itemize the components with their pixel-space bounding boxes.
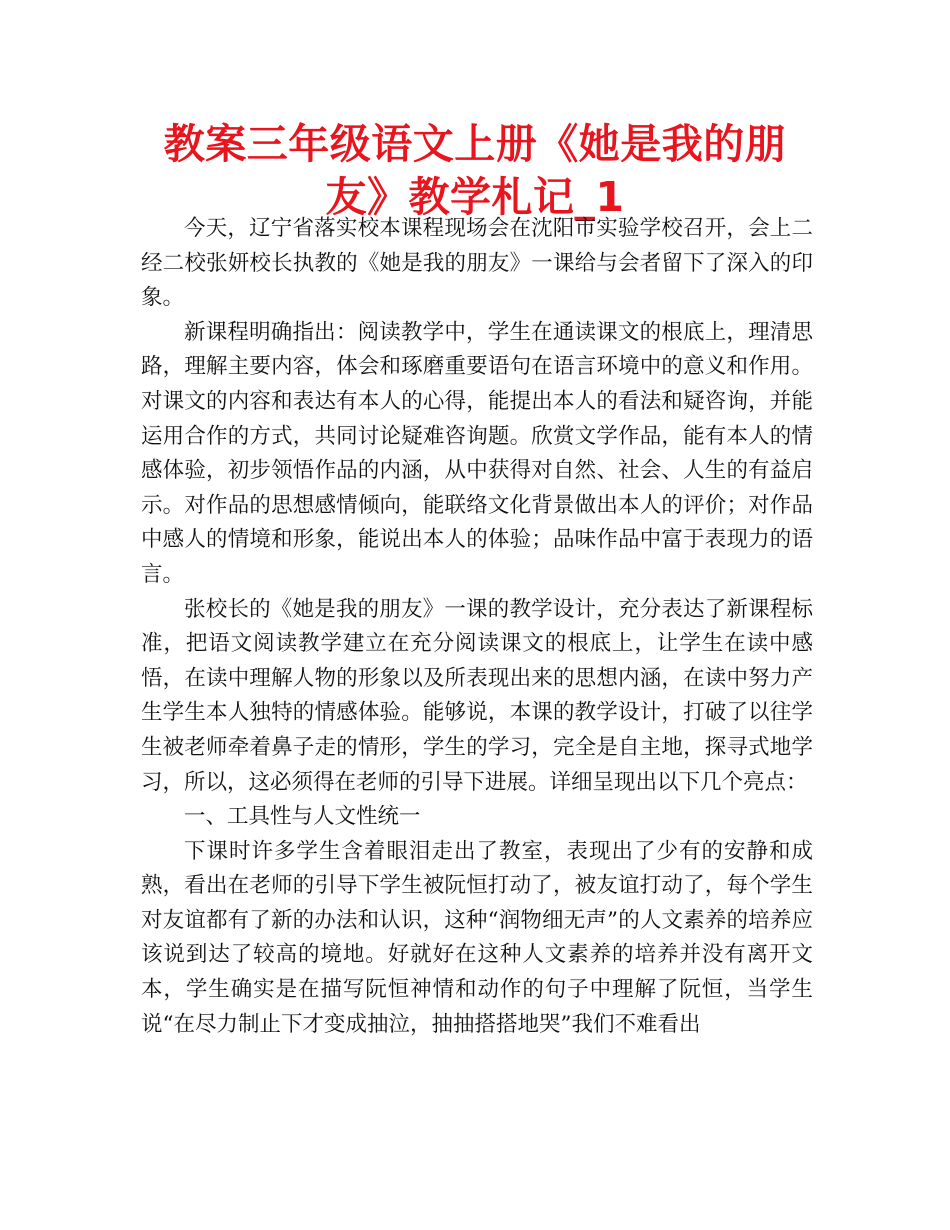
document-title: 教案三年级语文上册《她是我的朋友》教学札记_1 bbox=[163, 120, 787, 221]
document-body bbox=[141, 212, 813, 1042]
paragraph: 下课时许多学生含着眼泪走出了教室，表现出了少有的安静和成熟，看出在老师的引导下学生被阮恒打动了，被友谊打动了，每个学生对友谊都有了新的办法和认识，这种“润物细无声”的人文素养的培养应该说到达了较高的境地。好就好在这种人文素养的培养并没有离开文本，学生确实是在描写阮恒神情和动作的句子中理解了阮恒，当学生说“在尽力制止下才变成抽泣，抽抽搭搭地哭”我们不难看出 bbox=[141, 838, 813, 1037]
paragraph: 今天，辽宁省落实校本课程现场会在沈阳市实验学校召开，会上二经二校张妍校长执教的《她是我的朋友》一课给与会者留下了深入的印象。 bbox=[141, 216, 813, 311]
paragraph: 新课程明确指出：阅读教学中，学生在通读课文的根底上，理清思路，理解主要内容，体会和琢磨重要语句在语言环境中的意义和作用。对课文的内容和表达有本人的心得，能提出本人的看法和疑咨询，并能运用合作的方式，共同讨论疑难咨询题。欣赏文学作品，能有本人的情感体验，初步领悟作品的内涵，从中获得对自然、社会、人生的有益启示。对作品的思想感情倾向，能联络文化背景做出本人的评价；对作品中感人的情境和形象，能说出本人的体验；品味作品中富于表现力的语言。 bbox=[141, 319, 813, 587]
section-heading: 一、工具性与人文性统一 bbox=[184, 804, 421, 830]
paragraph: 张校长的《她是我的朋友》一课的教学设计，充分表达了新课程标准，把语文阅读教学建立在充分阅读课文的根底上，让学生在读中感悟，在读中理解人物的形象以及所表现出来的思想内涵，在读中努力产生学生本人独特的情感体验。能够说，本课的教学设计，打破了以往学生被老师牵着鼻子走的情形，学生的学习，完全是自主地，探寻式地学习，所以，这必须得在老师的引导下进展。详细呈现出以下几个亮点： bbox=[141, 596, 813, 795]
